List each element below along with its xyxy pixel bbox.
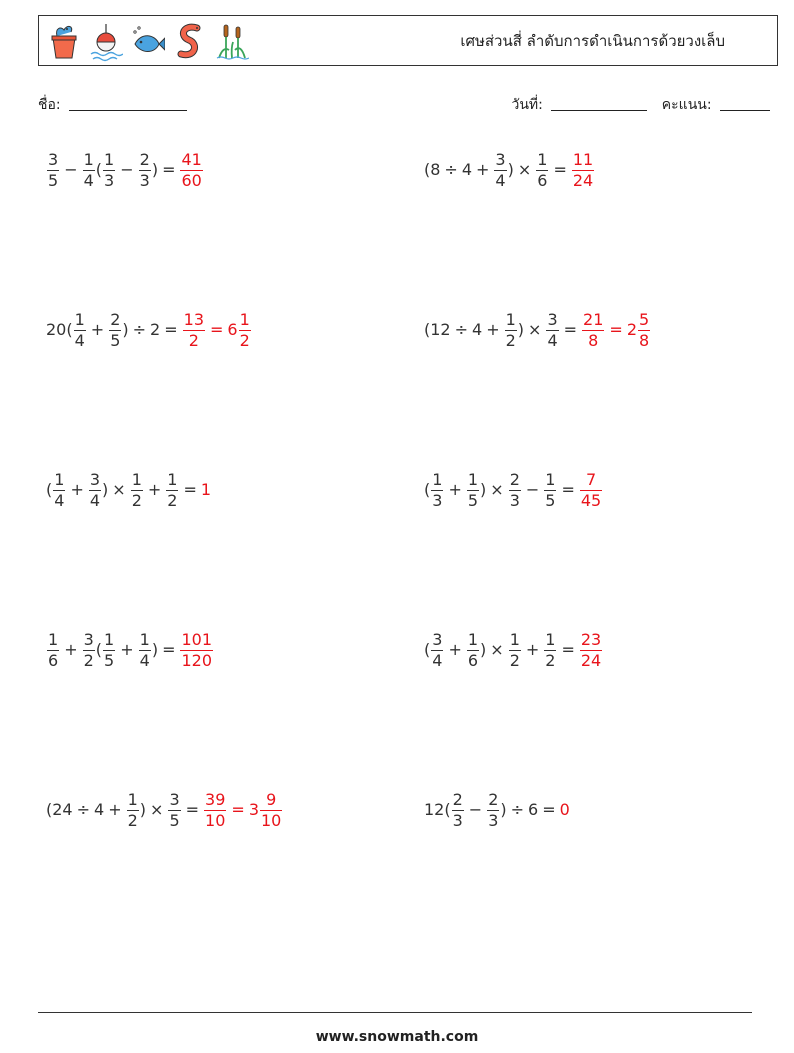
fraction bbox=[638, 309, 650, 350]
fraction bbox=[74, 309, 86, 350]
denominator: 5 bbox=[545, 490, 556, 510]
numerator: 1 bbox=[545, 469, 556, 489]
numerator: 3 bbox=[495, 149, 506, 169]
answer bbox=[203, 789, 283, 830]
numerator: 3 bbox=[89, 469, 101, 489]
denominator: 24 bbox=[572, 170, 594, 190]
fraction bbox=[467, 469, 479, 510]
operator: × bbox=[150, 800, 164, 819]
fraction bbox=[53, 469, 65, 510]
operator: ÷ bbox=[454, 320, 469, 339]
denominator: 3 bbox=[139, 170, 150, 190]
denominator: 10 bbox=[205, 810, 226, 830]
operator: = bbox=[561, 640, 575, 659]
problem-4 bbox=[424, 308, 651, 352]
operator: + bbox=[90, 320, 105, 339]
term: 20( bbox=[46, 320, 73, 339]
term: ( bbox=[95, 640, 103, 659]
operator: ÷ bbox=[132, 320, 147, 339]
term: (12 bbox=[424, 320, 451, 339]
fraction bbox=[83, 629, 95, 670]
operator: + bbox=[476, 160, 490, 179]
worm-icon bbox=[173, 20, 207, 62]
operator: = bbox=[563, 320, 578, 339]
numerator: 39 bbox=[205, 789, 226, 809]
denominator: 24 bbox=[580, 650, 602, 670]
denominator: 3 bbox=[452, 810, 463, 830]
fraction bbox=[239, 309, 251, 350]
fraction bbox=[103, 149, 115, 190]
numerator: 2 bbox=[452, 789, 463, 809]
operator: = bbox=[162, 640, 176, 659]
answer bbox=[201, 482, 211, 498]
date-score-field bbox=[511, 94, 770, 116]
fraction bbox=[431, 469, 443, 510]
numerator: 1 bbox=[432, 469, 443, 489]
term: ) bbox=[500, 800, 507, 819]
term: 6 bbox=[227, 320, 238, 339]
numerator: 1 bbox=[104, 629, 115, 649]
numerator: 13 bbox=[183, 309, 204, 329]
problem-7 bbox=[46, 628, 214, 672]
fraction bbox=[168, 789, 180, 830]
denominator: 3 bbox=[509, 490, 520, 510]
problem-5 bbox=[46, 468, 211, 512]
score-blank[interactable] bbox=[720, 96, 770, 111]
numerator: 1 bbox=[509, 629, 520, 649]
numerator: 2 bbox=[139, 149, 150, 169]
numerator: 3 bbox=[83, 629, 94, 649]
header-icons bbox=[47, 20, 249, 62]
denominator: 4 bbox=[432, 650, 443, 670]
numerator: 1 bbox=[467, 469, 479, 489]
numerator: 1 bbox=[167, 469, 178, 489]
numerator: 9 bbox=[266, 789, 277, 809]
numerator: 41 bbox=[181, 149, 202, 169]
denominator: 5 bbox=[110, 330, 121, 350]
operator: × bbox=[517, 160, 532, 179]
operator: = bbox=[561, 480, 575, 499]
denominator: 2 bbox=[127, 810, 138, 830]
fraction bbox=[431, 629, 443, 670]
operator: = bbox=[553, 160, 567, 179]
denominator: 4 bbox=[74, 330, 85, 350]
fraction bbox=[131, 469, 143, 510]
fraction bbox=[103, 629, 115, 670]
numerator: 11 bbox=[572, 149, 594, 169]
numerator: 3 bbox=[169, 789, 180, 809]
term: ) bbox=[507, 160, 514, 179]
fraction bbox=[47, 149, 59, 190]
numerator: 1 bbox=[48, 629, 59, 649]
operator: = bbox=[210, 320, 224, 339]
fraction bbox=[204, 789, 226, 830]
fish-bucket-icon bbox=[47, 20, 81, 62]
numerator: 1 bbox=[131, 469, 142, 489]
fraction bbox=[260, 789, 282, 830]
numerator: 1 bbox=[74, 309, 85, 329]
footer-url: www.snowmath.com bbox=[315, 1029, 479, 1045]
term: 2 bbox=[626, 320, 637, 339]
denominator: 8 bbox=[639, 330, 650, 350]
operator: + bbox=[448, 480, 462, 499]
term: ) bbox=[517, 320, 525, 339]
denominator: 2 bbox=[505, 330, 516, 350]
operator: + bbox=[108, 800, 122, 819]
numerator: 2 bbox=[488, 789, 499, 809]
term: 3 bbox=[248, 800, 259, 819]
term: 4 bbox=[472, 320, 483, 339]
name-field bbox=[38, 94, 187, 116]
fishing-float-icon bbox=[89, 20, 123, 62]
operator: = bbox=[183, 480, 197, 499]
operator: − bbox=[64, 160, 78, 179]
answer bbox=[579, 469, 603, 510]
denominator: 5 bbox=[169, 810, 180, 830]
term: ( bbox=[95, 160, 103, 179]
fraction bbox=[505, 309, 517, 350]
denominator: 5 bbox=[48, 170, 59, 190]
answer bbox=[179, 149, 203, 190]
numerator: 1 bbox=[83, 149, 94, 169]
fraction bbox=[47, 629, 59, 670]
operator: ÷ bbox=[444, 160, 458, 179]
numerator: 7 bbox=[585, 469, 597, 489]
operator: = bbox=[185, 800, 200, 819]
term: 4 bbox=[461, 160, 473, 179]
score-label: คะแนน: bbox=[661, 97, 712, 113]
answer bbox=[579, 629, 603, 670]
operator: + bbox=[147, 480, 162, 499]
term: 2 bbox=[150, 320, 161, 339]
operator: + bbox=[64, 640, 78, 659]
denominator: 6 bbox=[537, 170, 548, 190]
answer bbox=[581, 309, 651, 350]
denominator: 4 bbox=[547, 330, 558, 350]
term: ( bbox=[424, 480, 431, 499]
numerator: 1 bbox=[54, 469, 65, 489]
operator: + bbox=[486, 320, 500, 339]
operator: − bbox=[468, 800, 483, 819]
numerator: 101 bbox=[181, 629, 213, 649]
answer bbox=[571, 149, 595, 190]
fraction bbox=[180, 149, 202, 190]
denominator: 2 bbox=[83, 650, 94, 670]
numerator: 1 bbox=[139, 629, 150, 649]
fraction bbox=[183, 309, 205, 350]
fish-icon bbox=[131, 20, 165, 62]
problem-10 bbox=[424, 788, 570, 832]
fraction bbox=[83, 149, 95, 190]
term: ) bbox=[480, 640, 487, 659]
numerator: 2 bbox=[509, 469, 520, 489]
denominator: 2 bbox=[167, 490, 178, 510]
fraction bbox=[166, 469, 178, 510]
operator: − bbox=[120, 160, 134, 179]
answer bbox=[179, 629, 214, 670]
name-label: ชื่อ: bbox=[38, 97, 61, 113]
denominator: 2 bbox=[131, 490, 142, 510]
footer-divider bbox=[38, 1012, 752, 1013]
operator: + bbox=[120, 640, 134, 659]
denominator: 2 bbox=[188, 330, 199, 350]
denominator: 4 bbox=[89, 490, 101, 510]
fraction bbox=[572, 149, 594, 190]
operator: ÷ bbox=[76, 800, 91, 819]
answer bbox=[560, 802, 570, 818]
problem-6 bbox=[424, 468, 603, 512]
denominator: 60 bbox=[181, 170, 202, 190]
operator: − bbox=[525, 480, 540, 499]
date-label: วันที่: bbox=[511, 97, 543, 113]
term: ) bbox=[139, 800, 147, 819]
denominator: 3 bbox=[432, 490, 443, 510]
fraction bbox=[580, 629, 602, 670]
name-blank[interactable] bbox=[69, 96, 187, 111]
denominator: 2 bbox=[239, 330, 250, 350]
term: (24 bbox=[46, 800, 73, 819]
term: ) bbox=[151, 640, 159, 659]
operator: = bbox=[542, 800, 556, 819]
fraction bbox=[139, 629, 151, 670]
term: 1 bbox=[200, 480, 212, 499]
numerator: 21 bbox=[583, 309, 604, 329]
operator: × bbox=[490, 640, 504, 659]
reeds-icon bbox=[215, 20, 249, 62]
operator: × bbox=[528, 320, 542, 339]
fraction bbox=[546, 309, 558, 350]
answer bbox=[182, 309, 252, 350]
fraction bbox=[544, 629, 556, 670]
fraction bbox=[536, 149, 548, 190]
fraction bbox=[509, 629, 521, 670]
numerator: 2 bbox=[110, 309, 121, 329]
term: 12( bbox=[424, 800, 451, 819]
problem-9 bbox=[46, 788, 283, 832]
problem-8 bbox=[424, 628, 603, 672]
term: 0 bbox=[559, 800, 570, 819]
numerator: 1 bbox=[537, 149, 548, 169]
operator: × bbox=[112, 480, 126, 499]
worksheet-header bbox=[38, 15, 778, 66]
denominator: 10 bbox=[261, 810, 282, 830]
fraction bbox=[89, 469, 101, 510]
denominator: 4 bbox=[54, 490, 65, 510]
numerator: 1 bbox=[127, 789, 138, 809]
denominator: 4 bbox=[139, 650, 150, 670]
denominator: 8 bbox=[588, 330, 599, 350]
numerator: 1 bbox=[239, 309, 250, 329]
worksheet-title: เศษส่วนสี่ ลำดับการดำเนินการด้วยวงเล็บ bbox=[460, 32, 725, 50]
problem-1 bbox=[46, 148, 204, 192]
denominator: 4 bbox=[83, 170, 94, 190]
operator: = bbox=[231, 800, 245, 819]
denominator: 4 bbox=[495, 170, 506, 190]
problem-3 bbox=[46, 308, 252, 352]
numerator: 1 bbox=[505, 309, 516, 329]
term: ( bbox=[46, 480, 53, 499]
term: ( bbox=[424, 640, 431, 659]
fraction bbox=[467, 629, 479, 670]
denominator: 3 bbox=[488, 810, 499, 830]
term: 6 bbox=[528, 800, 539, 819]
problem-2 bbox=[424, 148, 595, 192]
numerator: 3 bbox=[432, 629, 443, 649]
numerator: 3 bbox=[547, 309, 558, 329]
operator: + bbox=[70, 480, 84, 499]
denominator: 2 bbox=[545, 650, 556, 670]
fraction bbox=[109, 309, 121, 350]
fraction bbox=[487, 789, 499, 830]
operator: + bbox=[525, 640, 540, 659]
operator: = bbox=[162, 160, 176, 179]
fraction bbox=[582, 309, 604, 350]
numerator: 5 bbox=[639, 309, 650, 329]
term: 4 bbox=[94, 800, 105, 819]
fraction bbox=[494, 149, 506, 190]
term: ) bbox=[151, 160, 159, 179]
denominator: 6 bbox=[467, 650, 479, 670]
denominator: 5 bbox=[104, 650, 115, 670]
operator: × bbox=[490, 480, 504, 499]
fraction bbox=[180, 629, 213, 670]
term: ) bbox=[480, 480, 487, 499]
term: ) bbox=[102, 480, 109, 499]
fraction bbox=[452, 789, 464, 830]
fraction bbox=[139, 149, 151, 190]
date-blank[interactable] bbox=[551, 96, 647, 111]
numerator: 1 bbox=[545, 629, 556, 649]
fraction bbox=[580, 469, 602, 510]
fraction bbox=[544, 469, 556, 510]
operator: ÷ bbox=[510, 800, 525, 819]
numerator: 3 bbox=[48, 149, 59, 169]
denominator: 45 bbox=[580, 490, 602, 510]
operator: + bbox=[448, 640, 462, 659]
numerator: 1 bbox=[104, 149, 115, 169]
denominator: 5 bbox=[467, 490, 479, 510]
fraction bbox=[127, 789, 139, 830]
fraction bbox=[509, 469, 521, 510]
numerator: 1 bbox=[467, 629, 479, 649]
denominator: 2 bbox=[509, 650, 520, 670]
term: ) bbox=[122, 320, 129, 339]
term: (8 bbox=[424, 160, 441, 179]
denominator: 120 bbox=[181, 650, 213, 670]
numerator: 23 bbox=[580, 629, 602, 649]
denominator: 6 bbox=[48, 650, 59, 670]
operator: = bbox=[609, 320, 623, 339]
operator: = bbox=[164, 320, 178, 339]
denominator: 3 bbox=[104, 170, 115, 190]
